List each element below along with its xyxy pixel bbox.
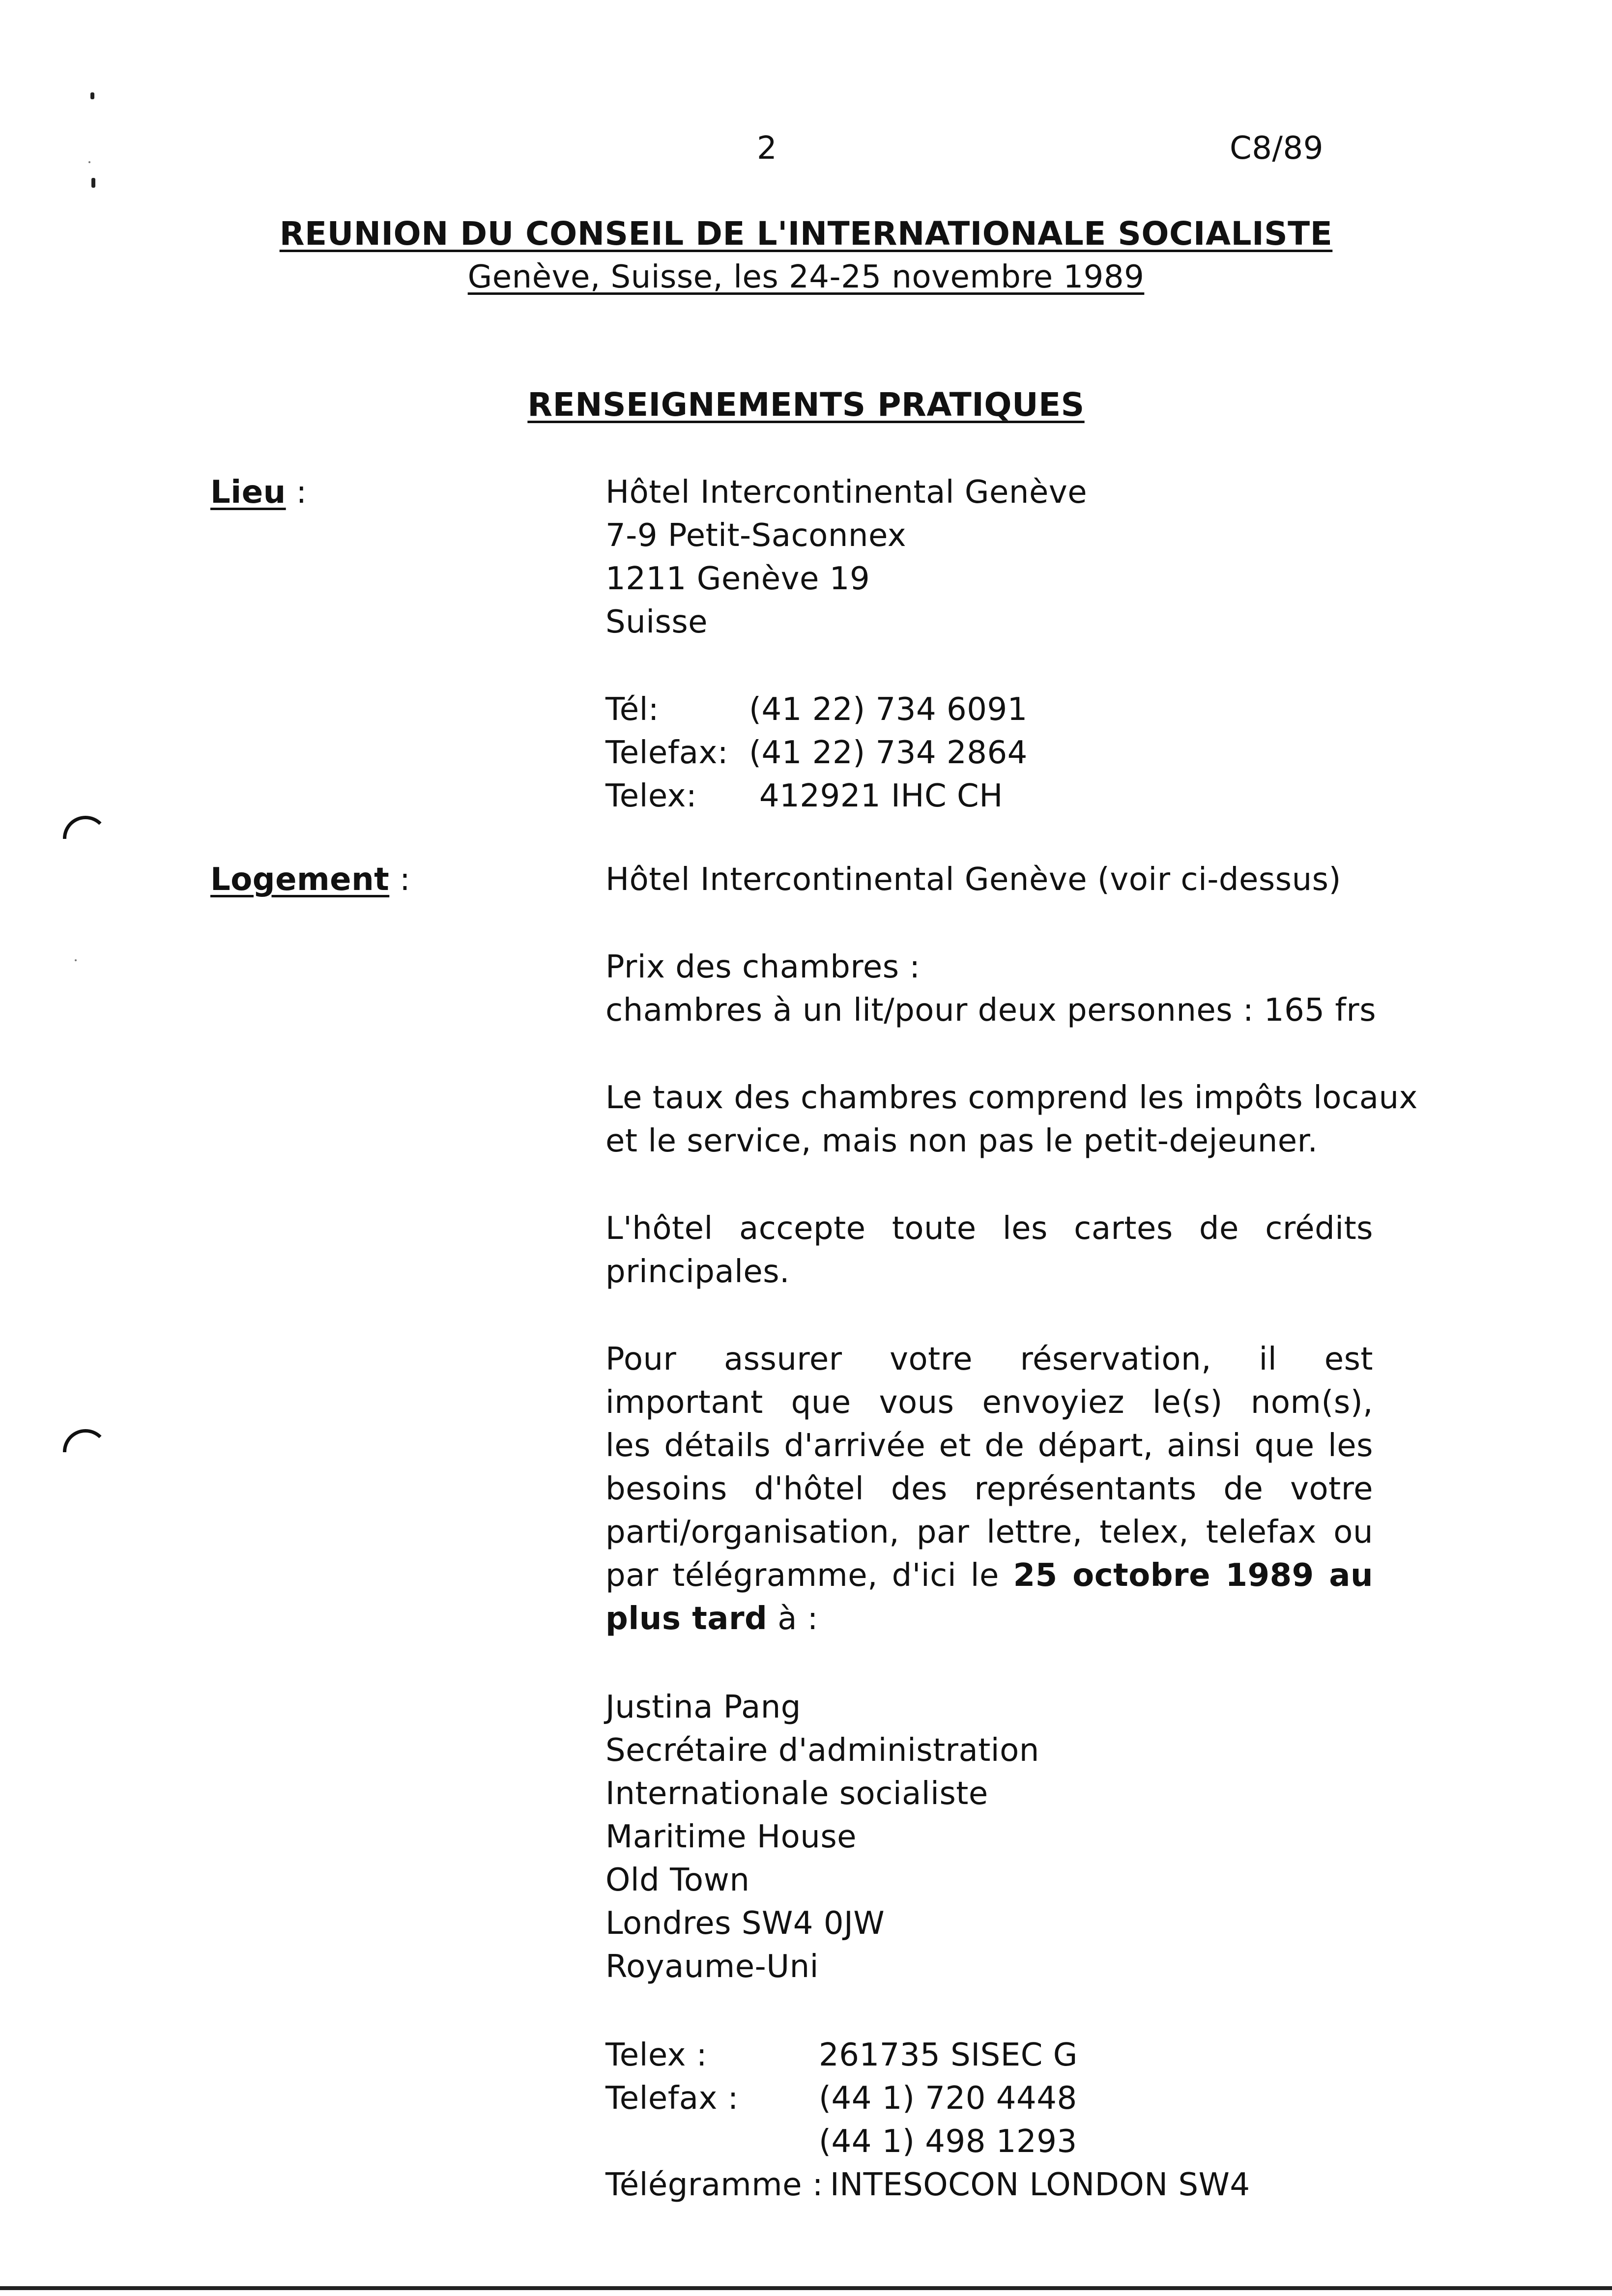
reservation-line: important que vous envoyiez le(s) nom(s), — [605, 1384, 1373, 1421]
contact-key: Telex: — [605, 778, 697, 814]
reservation-line: Pour assurer votre réservation, il est — [605, 1341, 1373, 1378]
contact-value: 412921 IHC CH — [749, 778, 1003, 814]
contact-number-key — [605, 2120, 819, 2163]
lieu-contacts — [605, 688, 1028, 818]
cartes-line: L'hôtel accepte toute les cartes de crédits — [605, 1210, 1373, 1247]
section-title-text: RENSEIGNEMENTS PRATIQUES — [527, 386, 1085, 424]
contact-value: (41 22) 734 6091 — [749, 691, 1028, 728]
taux-line: Le taux des chambres comprend les impôts locaux — [605, 1080, 1418, 1116]
contact-number-value: (44 1) 498 1293 — [819, 2124, 1077, 2160]
contact-address-line: Justina Pang — [605, 1689, 801, 1725]
taux-line: et le service, mais non pas le petit-dejeuner. — [605, 1123, 1318, 1159]
reservation-line: parti/organisation, par lettre, telex, telefax ou — [605, 1514, 1373, 1550]
contact-number-key: Telex : — [605, 2037, 707, 2073]
contact-row — [605, 688, 1028, 731]
logement-label — [210, 858, 410, 901]
bottom-edge-rule — [0, 2286, 1612, 2290]
contact-number-row — [605, 2077, 1250, 2120]
contact-address-line: Royaume-Uni — [605, 1949, 819, 1985]
contact-numbers — [605, 2034, 1250, 2207]
lieu-label-text: Lieu — [210, 474, 286, 511]
logement-label-text: Logement — [210, 861, 390, 898]
contact-row — [605, 731, 1028, 775]
logement-cartes — [605, 1207, 1373, 1293]
address-line: Hôtel Intercontinental Genève — [605, 474, 1088, 511]
contact-address-line: Old Town — [605, 1862, 750, 1898]
logement-prix — [605, 946, 1377, 1032]
lieu-label — [210, 471, 307, 514]
page-number: 2 — [757, 130, 777, 167]
logement-taux — [605, 1076, 1418, 1163]
reservation-line: besoins d'hôtel des représentants de votre — [605, 1471, 1373, 1507]
scan-speck — [90, 92, 94, 99]
contact-address — [605, 1686, 1372, 1988]
contact-number-key: Telefax : — [605, 2080, 739, 2117]
scan-speck — [75, 959, 77, 961]
contact-number-key: Télégramme : — [605, 2167, 823, 2203]
punch-hole-mark — [63, 816, 108, 839]
contact-row — [605, 775, 1028, 818]
contact-number-value: INTESOCON LONDON SW4 — [830, 2167, 1250, 2203]
lieu-label-colon: : — [286, 474, 307, 511]
logement-reservation — [605, 1338, 1373, 1640]
reservation-line-deadline — [605, 1554, 1373, 1597]
reservation-deadline-date: 25 octobre 1989 au — [1013, 1557, 1373, 1594]
reservation-line: les détails d'arrivée et de départ, ainsi que les — [605, 1428, 1373, 1464]
contact-value: (41 22) 734 2864 — [749, 735, 1028, 771]
prix-value: chambres à un lit/pour deux personnes : 165 frs — [605, 992, 1377, 1029]
address-line: Suisse — [605, 604, 708, 640]
document-subtitle — [0, 256, 1612, 299]
contact-number-row — [605, 2120, 1250, 2163]
document-title-text: REUNION DU CONSEIL DE L'INTERNATIONALE SOCIALISTE — [279, 215, 1333, 253]
cartes-line: principales. — [605, 1254, 790, 1290]
punch-hole-mark — [63, 1429, 108, 1452]
document-reference: C8/89 — [1230, 130, 1324, 167]
contact-address-line: Maritime House — [605, 1819, 857, 1855]
scan-speck — [91, 178, 95, 188]
contact-number-row — [605, 2034, 1250, 2077]
prix-label: Prix des chambres : — [605, 949, 921, 985]
contact-number-row — [605, 2163, 1250, 2207]
contact-key: Tél: — [605, 691, 659, 728]
logement-hotel: Hôtel Intercontinental Genève (voir ci-dessus) — [605, 861, 1341, 898]
reservation-end-text: à : — [767, 1601, 818, 1637]
section-title — [0, 383, 1612, 427]
contact-address-line: Secrétaire d'administration — [605, 1732, 1039, 1769]
scan-speck — [88, 161, 90, 163]
address-line: 7-9 Petit-Saconnex — [605, 517, 907, 554]
reservation-deadline-latest: plus tard — [605, 1601, 768, 1637]
document-subtitle-text: Genève, Suisse, les 24-25 novembre 1989 — [467, 259, 1145, 295]
address-line: 1211 Genève 19 — [605, 561, 870, 597]
reservation-line-text: par télégramme, d'ici le — [605, 1557, 999, 1594]
document-title — [0, 212, 1612, 256]
contact-number-value: 261735 SISEC G — [819, 2037, 1078, 2073]
contact-number-value: (44 1) 720 4448 — [819, 2080, 1077, 2117]
contact-address-line: Internationale socialiste — [605, 1776, 988, 1812]
lieu-address — [605, 471, 1372, 644]
logement-label-colon: : — [389, 861, 411, 898]
contact-address-line: Londres SW4 0JW — [605, 1905, 885, 1942]
contact-key: Telefax: — [605, 735, 728, 771]
reservation-line-end — [605, 1597, 1373, 1640]
